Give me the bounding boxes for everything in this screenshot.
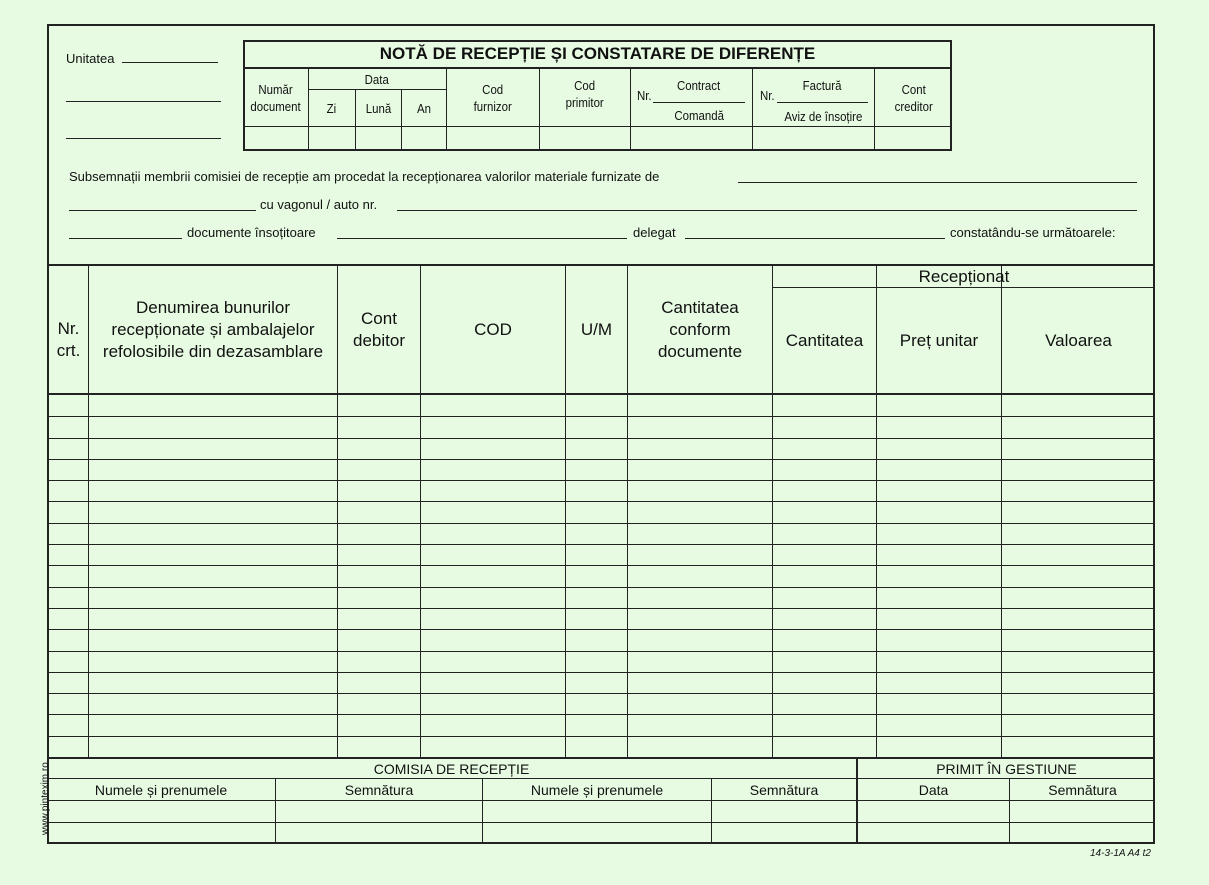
constatandu-label: constatându-se următoarele: <box>950 225 1116 240</box>
comanda-label: Comandă <box>674 108 724 123</box>
contract-label: Contract <box>677 78 721 93</box>
form-code: 14-3-1A A4 t2 <box>1090 848 1151 859</box>
table-row <box>47 693 1155 694</box>
factura-nr-label: Nr. <box>759 88 775 103</box>
website-text: www.pintexim.ro <box>40 762 51 835</box>
header-bottom-divider <box>47 393 1155 395</box>
furnizor-line-2[interactable] <box>69 210 256 211</box>
documente-line[interactable] <box>337 238 627 239</box>
numar-document-header: Număr document <box>250 81 301 114</box>
contract-nr-label: Nr. <box>636 88 652 103</box>
unit-label: Unitatea <box>66 51 115 66</box>
cod-header: COD <box>474 319 512 339</box>
table-row <box>47 480 1155 481</box>
vagon-line[interactable] <box>397 210 1137 211</box>
table-row <box>47 587 1155 588</box>
table-row <box>47 565 1155 566</box>
furnizor-line[interactable] <box>738 182 1137 183</box>
contract-nr-line[interactable] <box>653 102 745 103</box>
semnatura-header-1: Semnătura <box>344 781 414 798</box>
luna-header: Lună <box>365 100 391 116</box>
an-header: An <box>416 100 431 116</box>
cont-debitor-header: Cont debitor <box>353 308 405 350</box>
data-header: Data <box>364 71 390 87</box>
form-title: NOTĂ DE RECEPȚIE ȘI CONSTATARE DE DIFERENȚE <box>379 44 816 63</box>
semnatura-header-3: Semnătura <box>1048 781 1117 798</box>
table-row <box>47 672 1155 673</box>
factura-label: Factură <box>803 78 842 93</box>
primit-header: PRIMIT ÎN GESTIUNE <box>936 760 1077 777</box>
unit-line-2[interactable] <box>66 101 221 102</box>
semnatura-header-2: Semnătura <box>749 781 819 798</box>
cont-creditor-header: Cont creditor <box>894 81 933 114</box>
unit-line-3[interactable] <box>66 138 221 139</box>
doc-count-line[interactable] <box>69 238 182 239</box>
factura-nr-line[interactable] <box>777 102 868 103</box>
delegat-label: delegat <box>633 225 676 240</box>
comisia-header: COMISIA DE RECEPȚIE <box>373 760 530 777</box>
cod-primitor-header: Cod primitor <box>565 78 604 110</box>
table-row <box>47 544 1155 545</box>
numele-header-2: Numele și prenumele <box>530 781 664 798</box>
documente-label: documente însoțitoare <box>187 225 316 240</box>
table-row <box>47 736 1155 737</box>
table-row <box>47 651 1155 652</box>
table-row <box>47 416 1155 417</box>
statement-line-1: Subsemnații membrii comisiei de recepție am procedat la recepționarea valorilor materiale furnizate de <box>69 169 660 184</box>
denumire-header: Denumirea bunurilor recepționate și ambalajelor refolosibile din dezasamblare <box>102 297 324 361</box>
aviz-label: Aviz de însoțire <box>783 109 862 124</box>
nr-crt-header: Nr. crt. <box>56 319 81 360</box>
cantitatea-header: Cantitatea <box>785 330 864 350</box>
valoarea-header: Valoarea <box>1045 330 1112 350</box>
table-row <box>47 523 1155 524</box>
table-row <box>47 714 1155 715</box>
table-row <box>47 501 1155 502</box>
table-row <box>47 438 1155 439</box>
numele-header-1: Numele și prenumele <box>94 781 228 798</box>
table-row <box>47 459 1155 460</box>
delegat-line[interactable] <box>685 238 945 239</box>
cod-furnizor-header: Cod furnizor <box>473 81 512 114</box>
zi-header: Zi <box>326 100 337 116</box>
receptionat-header: Recepționat <box>918 266 1010 286</box>
table-row <box>47 608 1155 609</box>
table-row <box>47 629 1155 630</box>
data-header-footer: Data <box>918 781 949 798</box>
statement-line-2: cu vagonul / auto nr. <box>260 197 378 212</box>
pret-unitar-header: Preț unitar <box>899 330 979 350</box>
cantitatea-documente-header: Cantitatea conform documente <box>657 297 743 361</box>
unit-label-row <box>66 49 218 66</box>
unit-line[interactable] <box>122 49 218 63</box>
um-header: U/M <box>580 319 613 339</box>
